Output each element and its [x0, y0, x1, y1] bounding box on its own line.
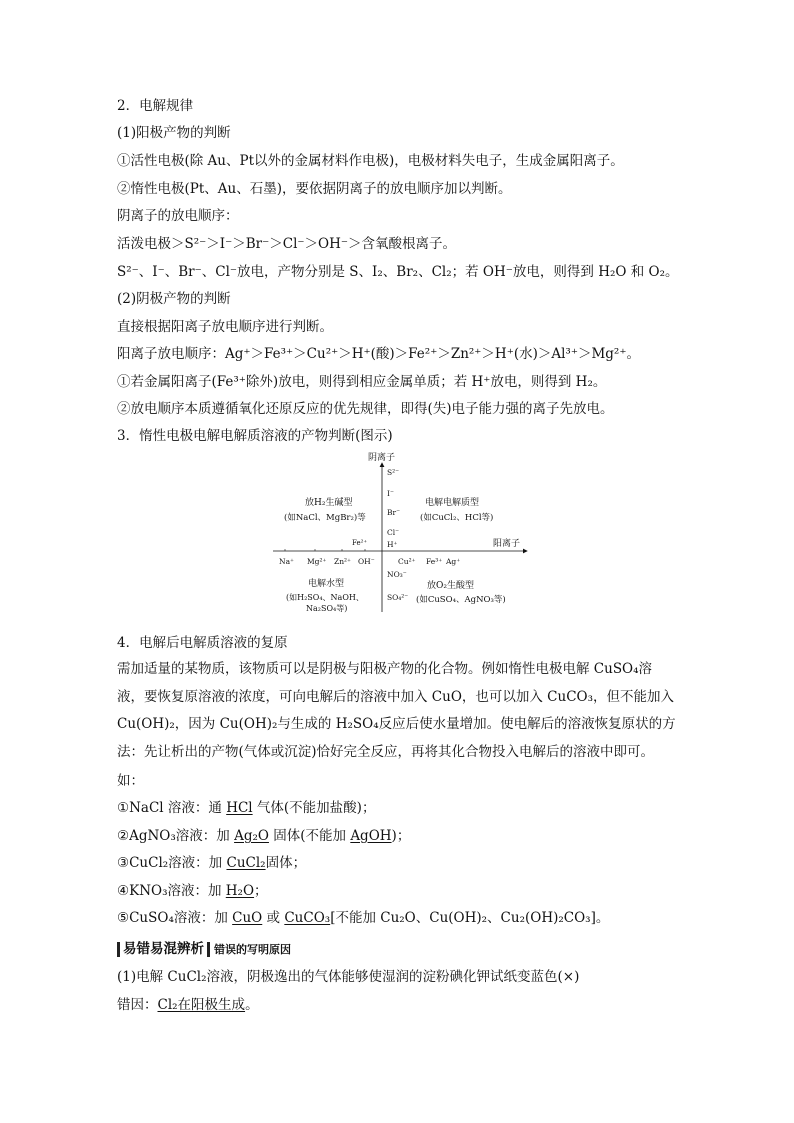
- active-electrode-text: ①活性电极(除 Au、Pt以外的金属材料作电极)，电极材料失电子，生成金属阳离子。: [117, 153, 624, 169]
- y-ions-upper: [387, 468, 400, 537]
- q3-example-1: (如H₂SO₄、NaOH、: [286, 593, 364, 602]
- anion-order: 活泼电极＞S²⁻＞I⁻＞Br⁻＞Cl⁻＞OH⁻＞含氧酸根离子。: [117, 236, 456, 252]
- y_ions_near-0: H⁺: [387, 540, 398, 549]
- example-nacl-post: 气体(不能加盐酸)；: [252, 800, 376, 816]
- example-cucl2-post: 固体；: [265, 855, 307, 871]
- anion-order-label: 阴离子的放电顺序：: [117, 208, 239, 224]
- x_right-2: Ag⁺: [446, 557, 461, 566]
- q3-example-2: Na₂SO₄等): [306, 604, 348, 613]
- tip-reason-period: 。: [245, 997, 259, 1013]
- q3-title: 电解水型: [308, 579, 345, 589]
- example-cucl2-pre: ③CuCl₂溶液：加: [117, 855, 227, 871]
- q1-example: (如CuCl₂、HCl等): [420, 513, 494, 523]
- tip-header: [117, 940, 291, 959]
- y-ions-near-origin: [387, 540, 398, 549]
- example-nacl: [117, 799, 375, 817]
- x-ions-left: [279, 549, 375, 566]
- q2-title: 放H₂生碱型: [305, 498, 353, 508]
- tip-tag-sub: 错误的写明原因: [214, 943, 291, 956]
- tip-reason-label: 错因：: [117, 997, 158, 1013]
- y-axis-label: 阴离子: [368, 453, 396, 463]
- q4-example: (如CuSO₄、AgNO₃等): [416, 595, 506, 605]
- y_ions_up-2: Br⁻: [387, 508, 401, 517]
- example-nacl-answer: HCl: [226, 800, 253, 816]
- cathode-subtitle: (2)阴极产物的判断: [117, 291, 231, 307]
- fe2-label: Fe²⁺: [352, 539, 368, 547]
- example-agno3-post: )；: [391, 828, 411, 844]
- example-kno3-answer: H₂O: [225, 883, 255, 899]
- restore-paragraph: 需加适量的某物质，该物质可以是阴极与阳极产物的化合物。例如惰性电极电解 CuSO₄溶液，要恢复原溶液的浓度，可向电解后的溶液中加入 CuO，也可以加入 CuCO₃，但不能加入 Cu(OH)₂，因为 Cu(OH)₂与生成的 H₂SO₄反应后使水量增加。使电解后的溶液恢复原状的方法：先让析出的产物(气体或沉淀)恰好完全反应，再将其化合物投入电解后的溶液中即可。: [117, 661, 676, 760]
- q2-example: (如NaCl、MgBr₂)等: [284, 513, 366, 523]
- example-cuso4-post: [不能加 Cu₂O、Cu(OH)₂、Cu₂(OH)₂CO₃]。: [330, 910, 610, 926]
- q1-title: 电解电解质型: [425, 498, 480, 508]
- example-cucl2: [117, 854, 306, 872]
- y-ions-lower: [387, 570, 408, 602]
- example-cuso4-mid: 或: [262, 910, 285, 926]
- example-cuso4-pre: ⑤CuSO₄溶液：加: [117, 910, 233, 926]
- example-kno3: [117, 882, 268, 900]
- cathode-item-1: ①若金属阳离子(Fe³⁺除外)放电，则得到相应金属单质；若 H⁺放电，则得到 H₂。: [117, 374, 607, 390]
- anode-subtitle: (1)阳极产物的判断: [117, 125, 231, 141]
- tip-tag: 易错易混辨析: [117, 942, 210, 957]
- x-ions-right: [398, 557, 460, 566]
- section-3-title: 3．惰性电极电解电解质溶液的产物判断(图示): [117, 428, 393, 444]
- electrolysis-diagram: [265, 449, 530, 614]
- example-cucl2-answer: CuCl₂: [226, 855, 266, 871]
- cathode-item-2: ②放电顺序本质遵循氧化还原反应的优先规律，即得(失)电子能力强的离子先放电。: [117, 401, 614, 417]
- y_ions_down-1: SO₄²⁻: [387, 593, 409, 602]
- example-agno3: [117, 827, 410, 845]
- example-agno3-pre: ②AgNO₃溶液：加: [117, 828, 235, 844]
- x-axis-label: 阳离子: [493, 539, 521, 549]
- cation-order: 阳离子放电顺序：Ag⁺＞Fe³⁺＞Cu²⁺＞H⁺(酸)＞Fe²⁺＞Zn²⁺＞H⁺(水)＞Al³⁺＞Mg²⁺。: [117, 346, 640, 362]
- example-cuso4: [117, 909, 609, 927]
- x_left-3: OH⁻: [358, 557, 375, 566]
- tip-reason: [117, 996, 259, 1014]
- example-agno3-answer: Ag₂O: [234, 828, 269, 844]
- tip-question-1: (1)电解 CuCl₂溶液，阴极逸出的气体能够使湿润的淀粉碘化钾试纸变蓝色(×): [117, 969, 580, 985]
- example-agno3-mid: 固体(不能加: [268, 828, 351, 844]
- x_left-1: Mg²⁺: [307, 557, 327, 566]
- example-kno3-pre: ④KNO₃溶液：加: [117, 883, 226, 899]
- x_left-0: Na⁺: [279, 557, 294, 566]
- q4-title: 放O₂生酸型: [427, 581, 474, 591]
- section-4-title: 4．电解后电解质溶液的复原: [117, 635, 288, 651]
- x_right-1: Fe³⁺: [426, 557, 443, 566]
- examples-lead: 如：: [117, 773, 144, 789]
- example-cuso4-answer-2: CuCO₃: [284, 910, 331, 926]
- example-kno3-post: ；: [254, 883, 268, 899]
- y_ions_up-1: I⁻: [387, 489, 394, 498]
- example-nacl-pre: ①NaCl 溶液：通: [117, 800, 227, 816]
- x_left-2: Zn²⁺: [334, 557, 352, 566]
- inert-electrode-text: ②惰性电极(Pt、Au、石墨)，要依据阴离子的放电顺序加以判断。: [117, 181, 512, 197]
- tip-reason-answer: Cl₂在阳极生成: [157, 997, 246, 1013]
- y_ions_up-3: Cl⁻: [387, 528, 400, 537]
- x_right-0: Cu²⁺: [398, 557, 416, 566]
- y_ions_up-0: S²⁻: [387, 468, 400, 477]
- example-agno3-answer-2: AgOH: [350, 828, 392, 844]
- cathode-basis: 直接根据阳离子放电顺序进行判断。: [117, 319, 333, 335]
- y_ions_down-0: NO₃⁻: [387, 570, 407, 579]
- example-cuso4-answer: CuO: [232, 910, 263, 926]
- section-2-title: 2．电解规律: [117, 98, 194, 114]
- anion-products: S²⁻、I⁻、Br⁻、Cl⁻放电，产物分别是 S、I₂、Br₂、Cl₂；若 OH⁻放电，则得到 H₂O 和 O₂。: [117, 264, 679, 280]
